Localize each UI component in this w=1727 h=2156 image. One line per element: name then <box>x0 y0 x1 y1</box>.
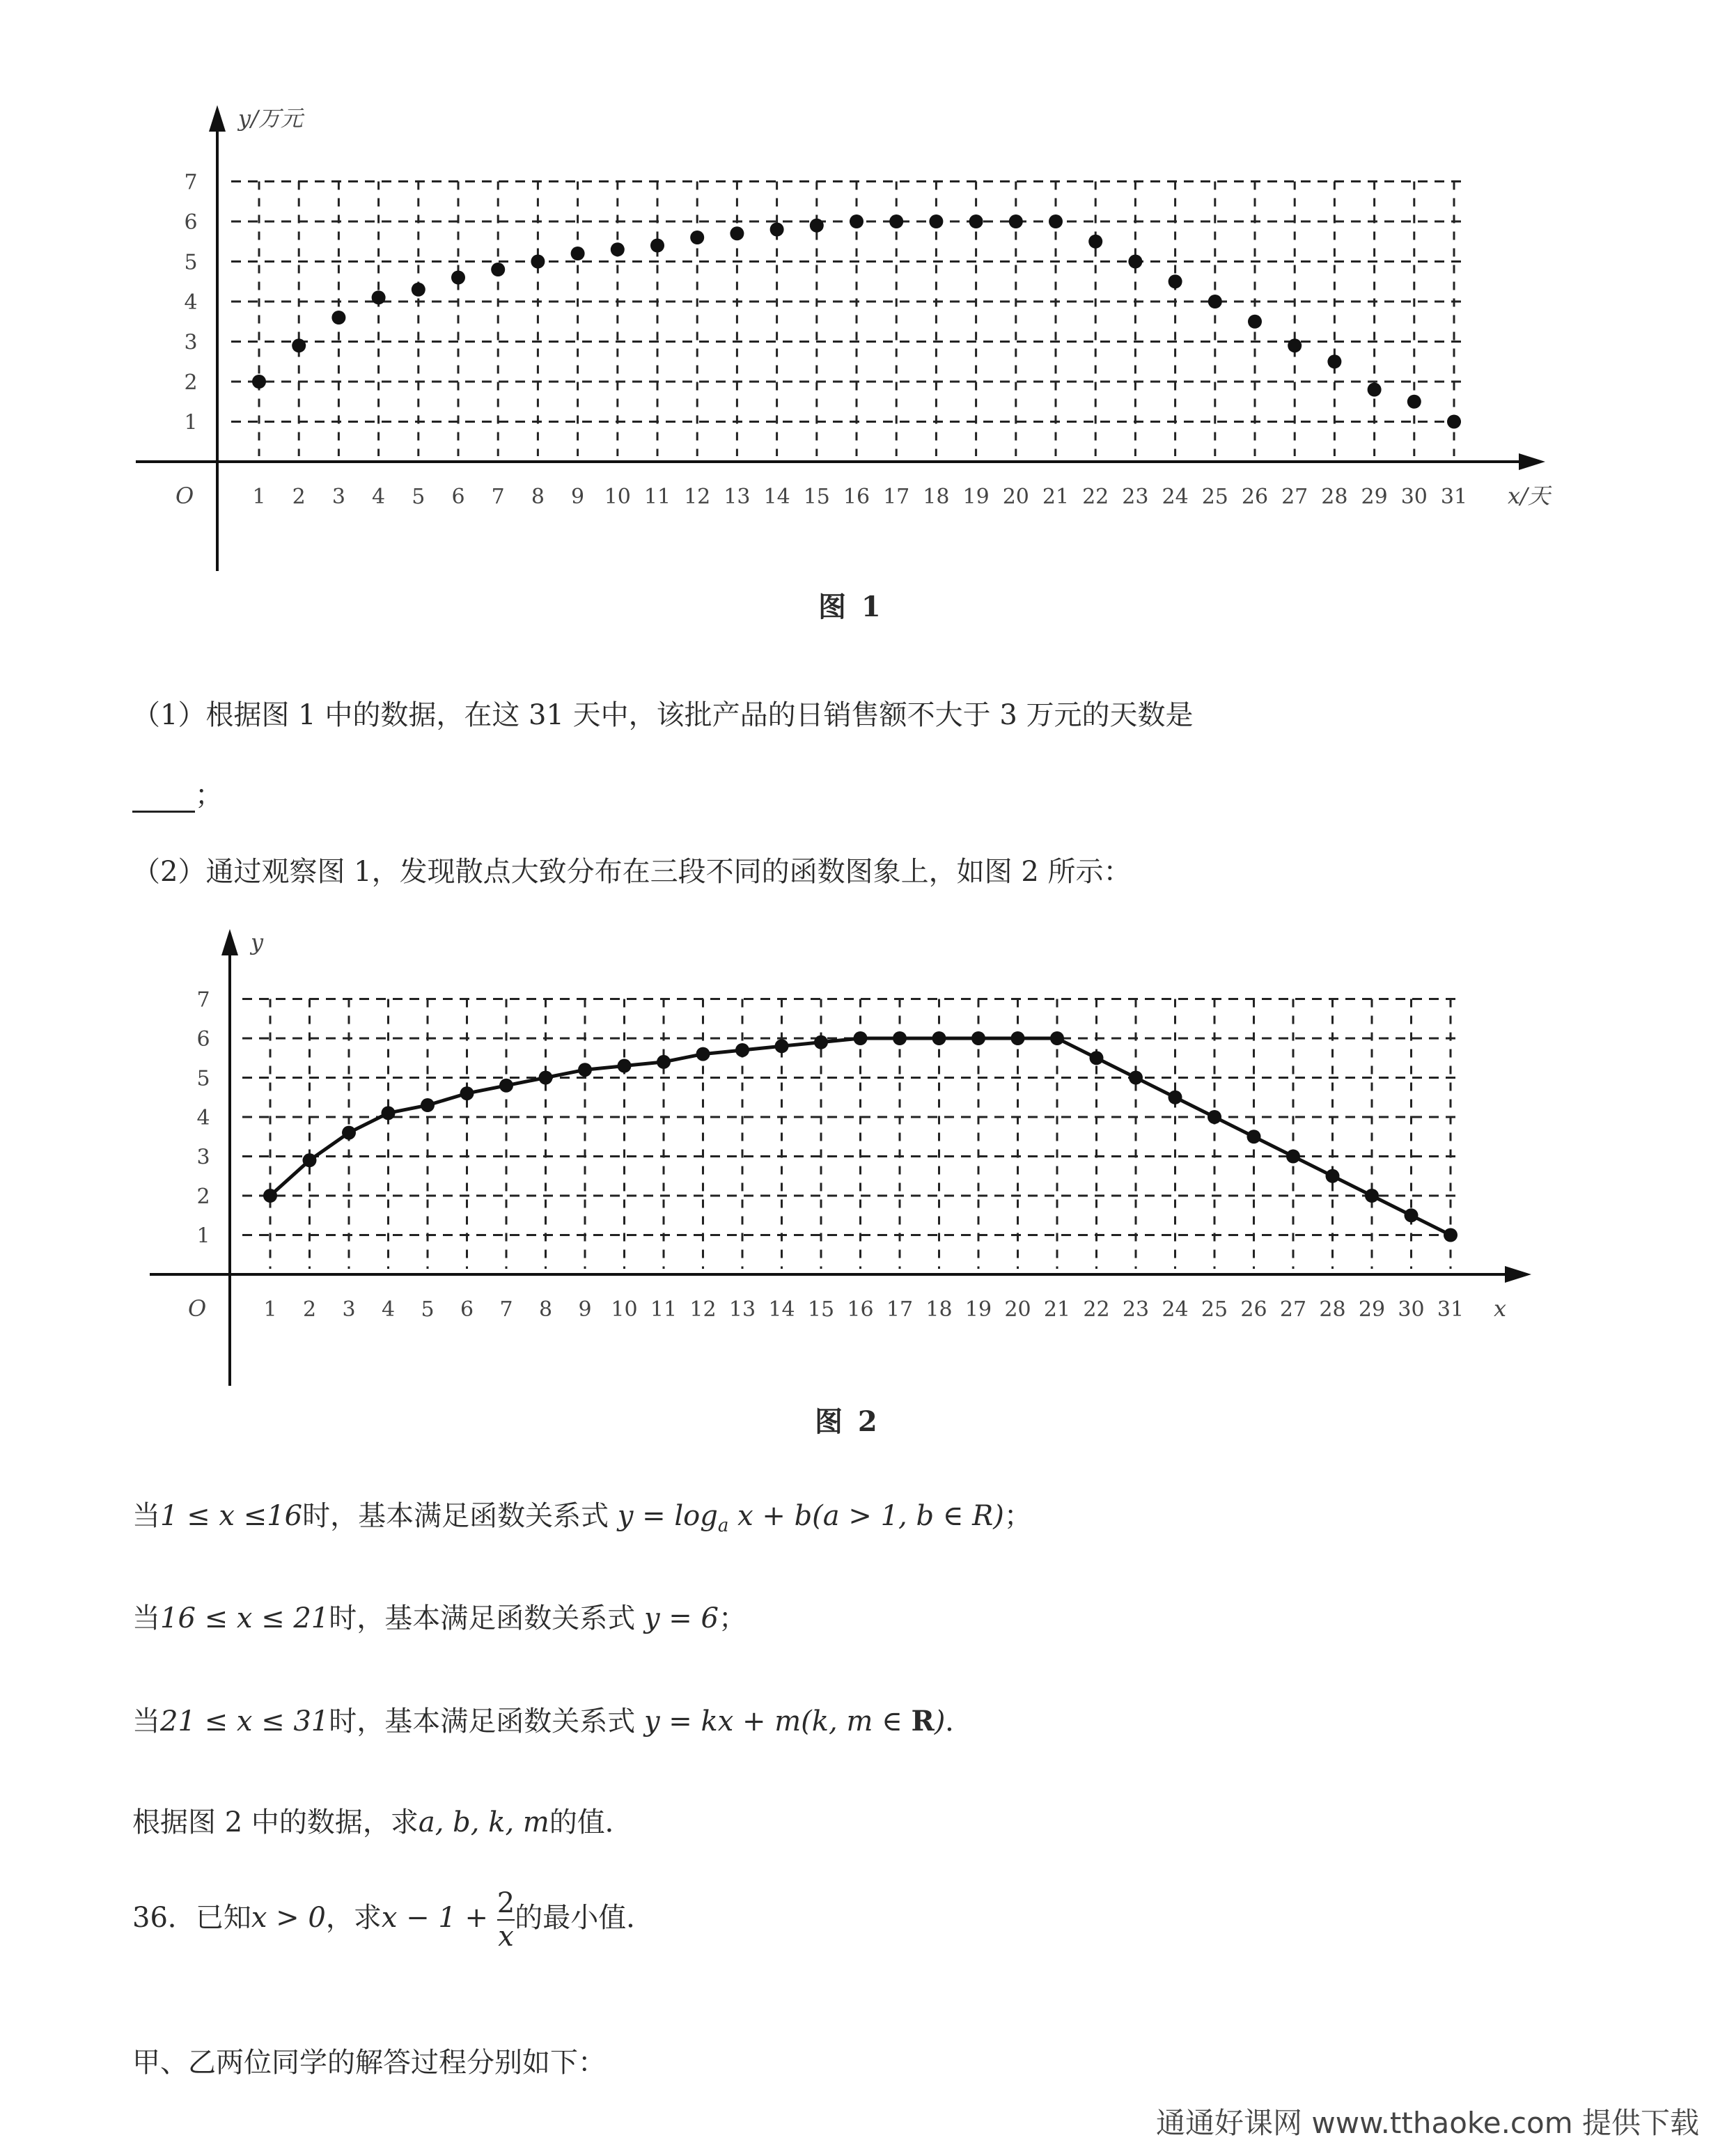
data-point <box>932 1031 946 1045</box>
data-point <box>372 290 386 304</box>
data-point <box>382 1106 396 1120</box>
y-axis-label: y <box>251 929 264 955</box>
x-tick-label: 24 <box>1162 1297 1189 1322</box>
x-tick-label: 22 <box>1082 485 1109 509</box>
data-point <box>1011 1031 1025 1045</box>
data-point <box>690 231 704 244</box>
data-point <box>499 1079 513 1093</box>
ask-line <box>132 1800 633 1840</box>
data-point <box>252 375 266 389</box>
x-tick-label: 4 <box>381 1297 396 1322</box>
x-tick-label: 2 <box>302 1297 317 1322</box>
x-tick-label: 3 <box>342 1297 356 1322</box>
x-tick-label: 3 <box>331 485 345 509</box>
x-tick-label: 21 <box>1042 485 1070 509</box>
x-tick-label: 25 <box>1201 1297 1228 1322</box>
x-tick-label: 31 <box>1437 1297 1464 1322</box>
ask-end: 的值． <box>549 1806 633 1838</box>
watermark-text: 通通好课网 www.tthaoke.com 提供下载 <box>1156 2106 1699 2140</box>
case-2-line <box>132 1596 747 1636</box>
ask-variables: a, b, k, m <box>418 1806 549 1838</box>
case-2-formula: y = 6 <box>643 1602 719 1634</box>
data-point <box>730 226 744 240</box>
data-point <box>1049 214 1063 228</box>
data-point <box>1050 1031 1064 1045</box>
x-tick-label: 16 <box>847 1297 874 1322</box>
data-point <box>1128 255 1142 269</box>
x-tick-label: 10 <box>604 485 631 509</box>
x-tick-label: 9 <box>571 485 585 509</box>
data-point <box>1090 1051 1104 1065</box>
x-tick-label: 5 <box>412 485 425 509</box>
figure-2-line-chart <box>0 905 1727 1407</box>
case-2-middle: 时，基本满足函数关系式 <box>329 1602 636 1634</box>
data-point <box>1365 1189 1379 1203</box>
figure-2-caption: 图 2 <box>815 1405 880 1438</box>
q36-prefix: 36．已知 <box>132 1902 251 1934</box>
case-1-log-base: a <box>717 1515 729 1536</box>
y-tick-label: 2 <box>184 370 198 395</box>
x-tick-label: 12 <box>684 485 711 509</box>
x-tick-label: 9 <box>578 1297 592 1322</box>
data-point <box>1447 415 1461 429</box>
data-point <box>696 1047 710 1061</box>
x-tick-label: 19 <box>964 1297 992 1322</box>
data-point <box>1129 1071 1143 1085</box>
data-point <box>1444 1228 1458 1242</box>
y-tick-label: 1 <box>196 1224 210 1249</box>
x-tick-label: 28 <box>1319 1297 1346 1322</box>
case-2-condition: 16 ≤ x ≤ 21 <box>160 1602 329 1634</box>
data-point <box>1208 1110 1221 1124</box>
data-point <box>1247 1130 1261 1143</box>
x-tick-label: 17 <box>883 485 910 509</box>
y-tick-label: 3 <box>196 1145 210 1170</box>
x-tick-label: 30 <box>1398 1297 1425 1322</box>
case-2-prefix: 当 <box>132 1602 160 1634</box>
case-1-middle: 时，基本满足函数关系式 <box>302 1500 609 1532</box>
solutions-intro: 甲、乙两位同学的解答过程分别如下： <box>132 2047 606 2079</box>
data-point <box>451 271 465 285</box>
x-axis-label: x/天 <box>1508 483 1550 509</box>
question-1-text <box>132 693 1194 733</box>
x-tick-label: 1 <box>252 485 266 509</box>
data-point <box>854 1031 868 1045</box>
data-point <box>539 1071 553 1085</box>
x-tick-label: 26 <box>1240 1297 1267 1322</box>
data-point <box>531 255 545 269</box>
origin-label: O <box>188 1295 207 1322</box>
x-tick-label: 1 <box>263 1297 277 1322</box>
origin-label: O <box>175 483 194 509</box>
data-point <box>775 1039 789 1053</box>
data-point <box>1327 354 1341 368</box>
data-point <box>1208 295 1222 308</box>
x-tick-label: 27 <box>1279 1297 1307 1322</box>
data-point <box>650 239 664 253</box>
x-tick-label: 17 <box>886 1297 914 1322</box>
data-point <box>611 242 625 256</box>
x-axis-arrow <box>1519 453 1545 470</box>
x-tick-label: 7 <box>499 1297 513 1322</box>
data-point <box>971 1031 985 1045</box>
x-tick-label: 27 <box>1281 485 1308 509</box>
data-point <box>491 263 505 276</box>
x-tick-label: 15 <box>807 1297 835 1322</box>
data-point <box>657 1055 671 1069</box>
q36-fraction-numerator: 2 <box>497 1887 515 1919</box>
x-tick-label: 26 <box>1241 485 1269 509</box>
y-tick-label: 5 <box>196 1066 210 1091</box>
x-tick-label: 6 <box>460 1297 474 1322</box>
x-tick-label: 11 <box>650 1297 678 1322</box>
y-tick-label: 1 <box>184 410 198 435</box>
data-point <box>421 1098 435 1112</box>
question-2-text: （2）通过观察图 1，发现散点大致分布在三段不同的函数图象上，如图 2 所示： <box>132 856 1132 888</box>
x-axis-label: x <box>1494 1295 1507 1322</box>
case-3-formula-close: ) <box>934 1705 946 1737</box>
case-1-formula-rest: x + b(a > 1, b ∈ R) <box>728 1500 1004 1532</box>
y-axis-label: y/万元 <box>238 105 303 132</box>
case-3-middle: 时，基本满足函数关系式 <box>329 1705 636 1737</box>
x-tick-label: 14 <box>768 1297 795 1322</box>
q36-end: 的最小值． <box>515 1902 655 1934</box>
y-tick-label: 4 <box>184 290 198 315</box>
data-point <box>618 1059 632 1073</box>
data-point <box>929 214 943 228</box>
question-36-line <box>132 1887 654 1953</box>
q36-fraction <box>497 1887 515 1953</box>
q36-condition: x > 0 <box>251 1902 326 1934</box>
x-tick-label: 11 <box>643 485 671 509</box>
y-tick-label: 2 <box>196 1185 210 1209</box>
data-point <box>1288 338 1302 352</box>
answer-blank <box>132 790 195 813</box>
data-point <box>969 214 983 228</box>
x-tick-label: 31 <box>1440 485 1468 509</box>
data-point <box>1248 315 1262 329</box>
x-tick-label: 21 <box>1043 1297 1071 1322</box>
x-tick-label: 8 <box>531 485 545 509</box>
y-tick-label: 4 <box>196 1106 210 1130</box>
q36-middle: ，求 <box>325 1902 382 1934</box>
data-point <box>814 1036 828 1049</box>
question-1-prompt: （1）根据图 1 中的数据，在这 31 天中，该批产品的日销售额不大于 3 万元的天数是 <box>132 699 1194 731</box>
x-tick-label: 29 <box>1361 485 1388 509</box>
data-point <box>770 223 784 237</box>
x-tick-label: 6 <box>451 485 465 509</box>
q36-fraction-denominator: x <box>498 1921 514 1953</box>
data-point <box>735 1043 749 1057</box>
case-1-formula: y = log <box>617 1500 718 1532</box>
x-tick-label: 15 <box>803 485 830 509</box>
data-point <box>1169 1091 1182 1104</box>
case-3-formula: y = kx + m(k, m ∈ <box>643 1705 912 1737</box>
x-tick-label: 25 <box>1201 485 1228 509</box>
x-tick-label: 30 <box>1400 485 1428 509</box>
y-tick-label: 7 <box>196 987 210 1013</box>
data-point <box>893 1031 907 1045</box>
x-tick-label: 14 <box>763 485 790 509</box>
x-axis-arrow <box>1505 1266 1531 1283</box>
data-point <box>1009 214 1023 228</box>
data-point <box>460 1086 474 1100</box>
data-point <box>889 214 903 228</box>
case-2-end: ； <box>718 1602 747 1634</box>
x-tick-label: 18 <box>923 485 950 509</box>
case-1-condition: 1 ≤ x ≤16 <box>160 1500 303 1532</box>
y-axis-arrow <box>221 929 238 955</box>
data-point <box>342 1126 356 1140</box>
chart-grid <box>231 182 1461 457</box>
x-tick-label: 24 <box>1162 485 1189 509</box>
q36-expression: x − 1 + <box>381 1902 489 1934</box>
x-tick-label: 23 <box>1122 485 1149 509</box>
case-3-line <box>132 1699 973 1739</box>
figure-1-caption: 图 1 <box>818 591 884 623</box>
data-point <box>850 214 864 228</box>
data-point <box>1405 1208 1419 1222</box>
x-tick-label: 20 <box>1002 485 1029 509</box>
data-point <box>263 1189 277 1203</box>
x-tick-label: 13 <box>724 485 751 509</box>
x-tick-label: 20 <box>1004 1297 1031 1322</box>
data-point <box>1088 235 1102 249</box>
data-point <box>810 219 824 233</box>
case-3-end: ． <box>945 1705 974 1737</box>
case-3-prefix: 当 <box>132 1705 160 1737</box>
data-point <box>578 1063 592 1077</box>
case-3-real-set: R <box>911 1705 935 1737</box>
answer-blank-end: ； <box>195 779 223 811</box>
x-tick-label: 5 <box>421 1297 435 1322</box>
data-point <box>1368 383 1382 397</box>
x-tick-label: 12 <box>689 1297 717 1322</box>
case-1-prefix: 当 <box>132 1500 160 1532</box>
x-tick-label: 7 <box>491 485 505 509</box>
data-point <box>292 338 306 352</box>
x-tick-label: 22 <box>1083 1297 1110 1322</box>
x-tick-label: 19 <box>962 485 990 509</box>
case-3-condition: 21 ≤ x ≤ 31 <box>160 1705 329 1737</box>
x-tick-label: 2 <box>292 485 306 509</box>
figure-1-scatter-chart <box>0 0 1727 571</box>
y-tick-label: 6 <box>196 1027 210 1052</box>
data-point <box>303 1153 317 1167</box>
x-tick-label: 29 <box>1358 1297 1386 1322</box>
case-1-line <box>132 1494 1032 1536</box>
data-point <box>1169 274 1182 288</box>
x-tick-label: 8 <box>538 1297 553 1322</box>
y-tick-label: 5 <box>184 250 198 275</box>
x-tick-label: 10 <box>611 1297 638 1322</box>
data-point <box>1286 1150 1300 1164</box>
x-tick-label: 13 <box>728 1297 756 1322</box>
x-tick-label: 28 <box>1321 485 1348 509</box>
x-tick-label: 18 <box>925 1297 953 1322</box>
x-tick-label: 4 <box>372 485 386 509</box>
ask-prefix: 根据图 2 中的数据，求 <box>132 1806 419 1838</box>
x-tick-label: 23 <box>1122 1297 1150 1322</box>
data-point <box>1407 395 1421 409</box>
y-tick-label: 7 <box>184 170 198 195</box>
y-tick-label: 3 <box>184 330 198 355</box>
case-1-end: ； <box>1003 1500 1032 1532</box>
x-tick-label: 16 <box>843 485 870 509</box>
question-1-answer-line <box>132 773 223 813</box>
y-axis-arrow <box>209 105 226 132</box>
data-point <box>331 311 345 325</box>
data-point <box>412 283 425 297</box>
data-point <box>1326 1169 1340 1183</box>
y-tick-label: 6 <box>184 210 198 235</box>
data-point <box>571 247 585 260</box>
